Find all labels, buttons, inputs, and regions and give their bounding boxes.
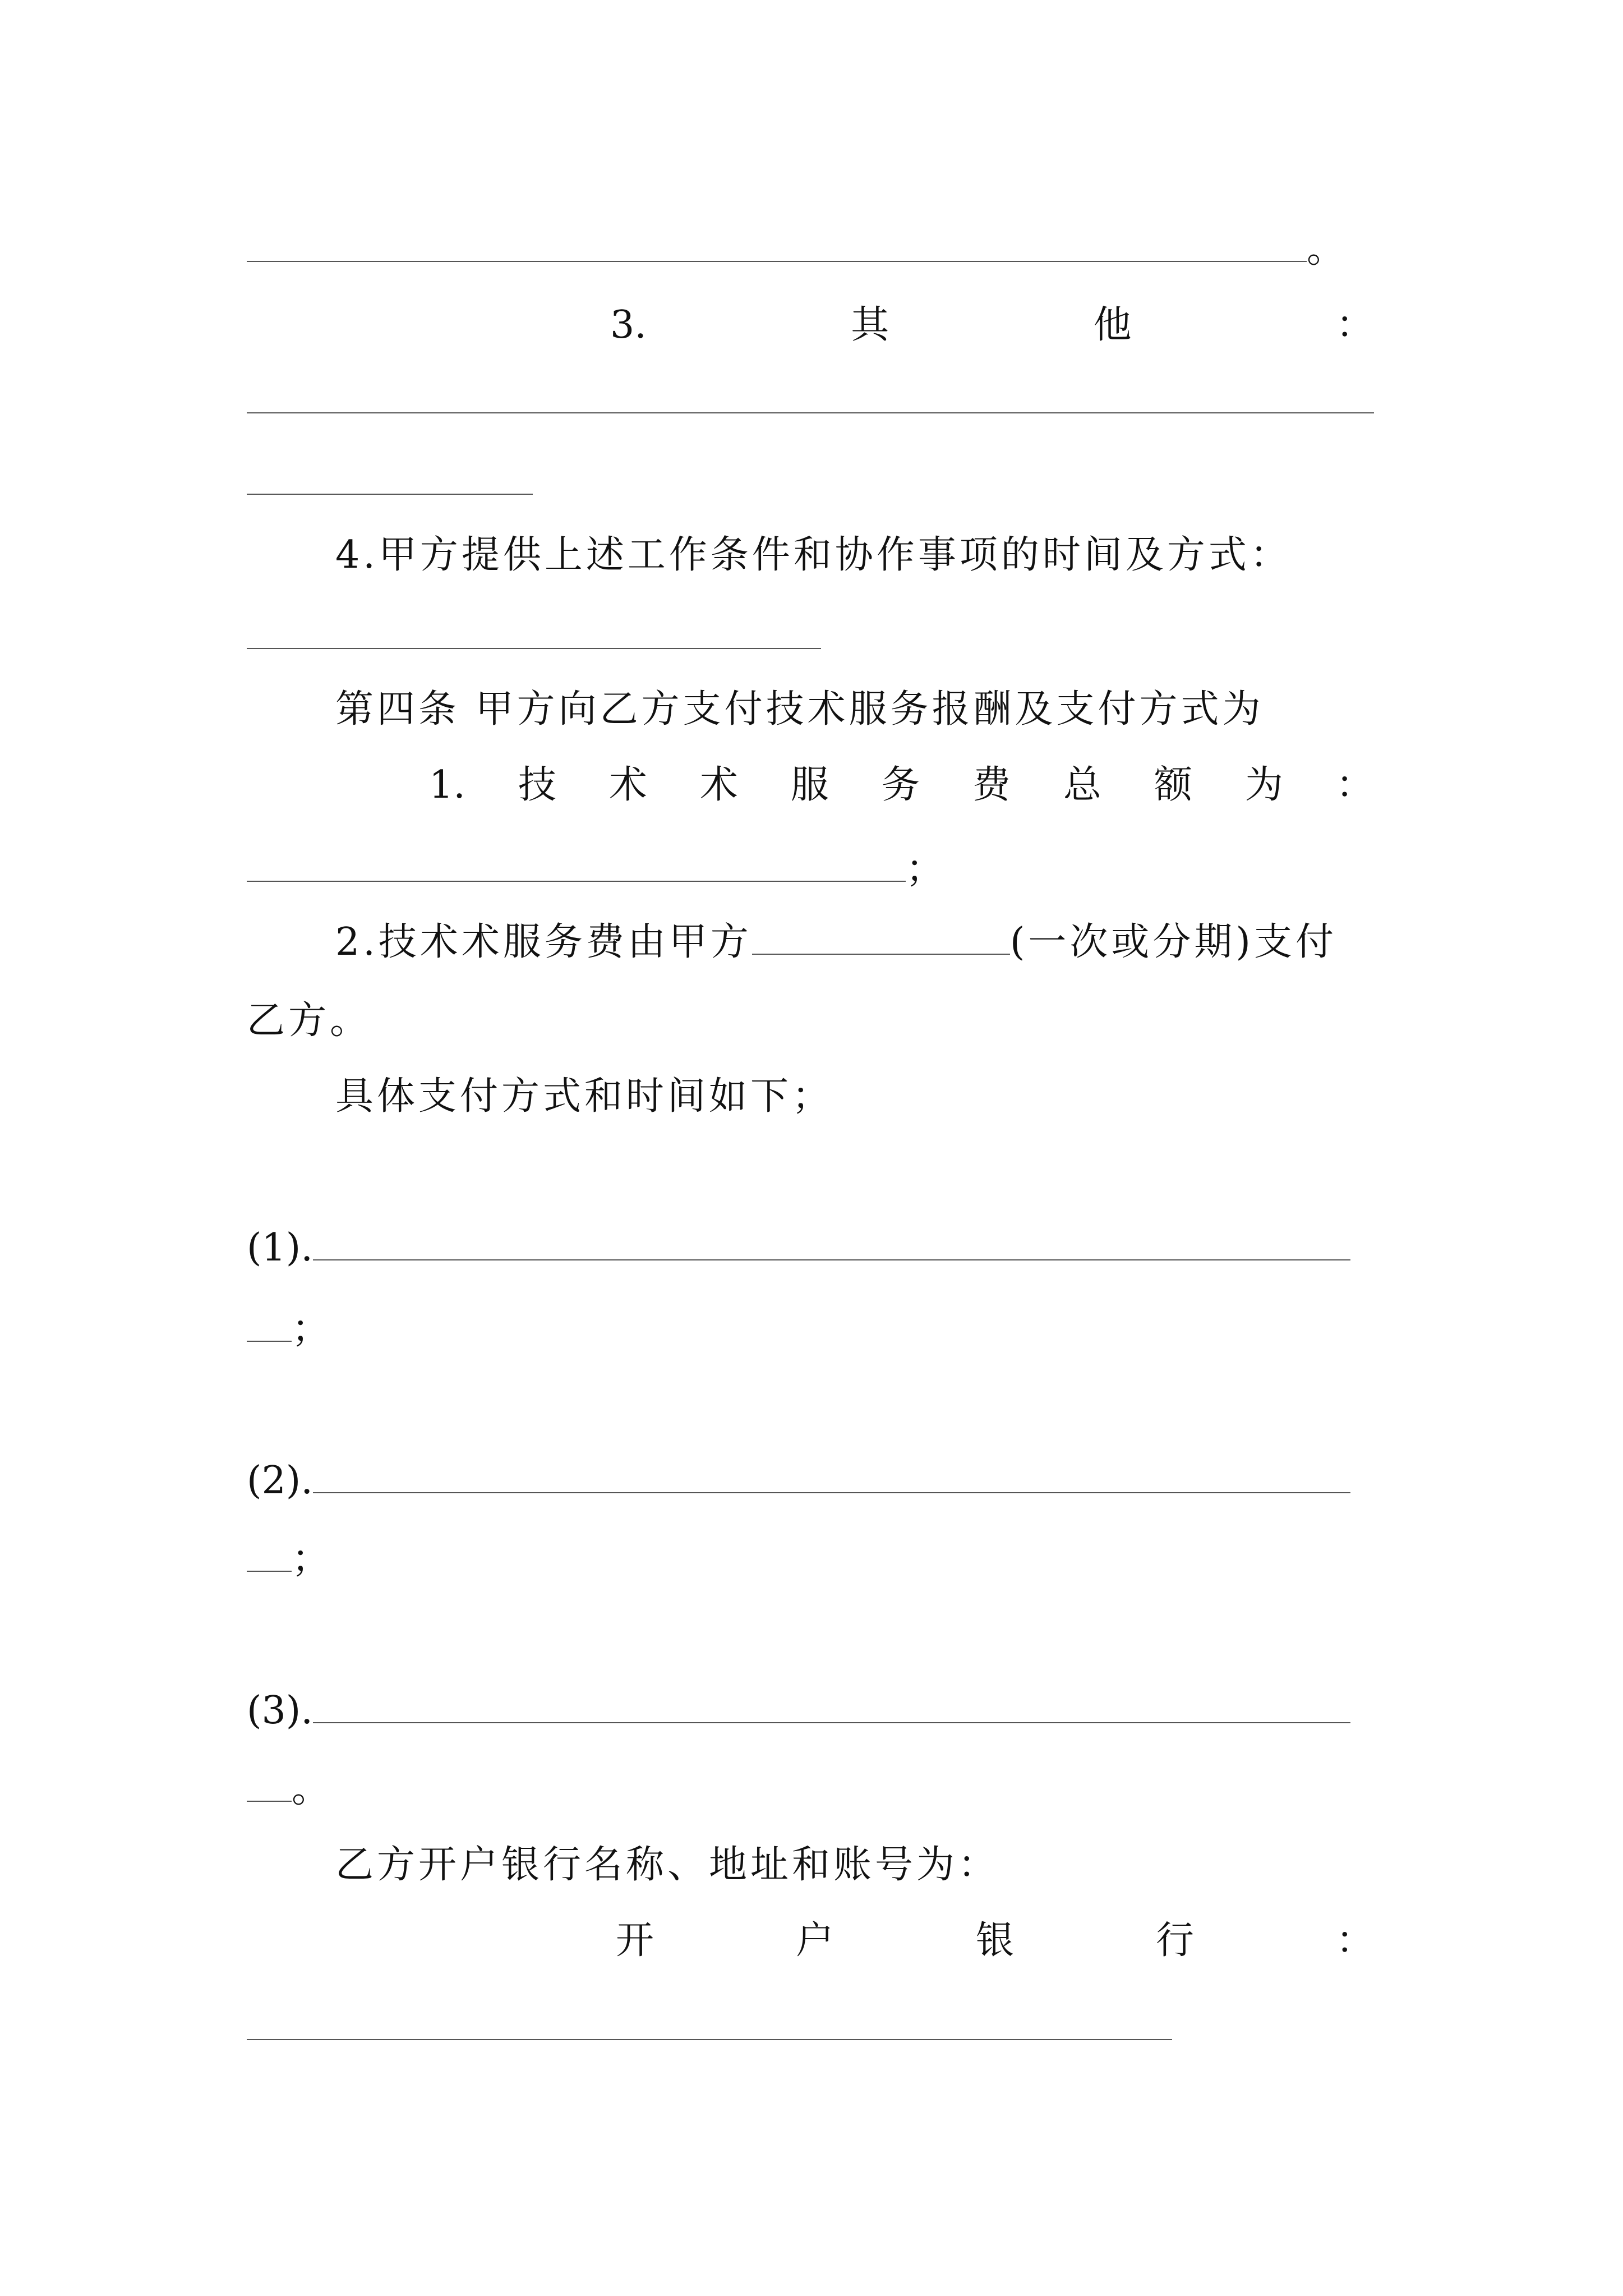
fill-blank xyxy=(247,412,1374,413)
pay-item-number: (3). xyxy=(247,1688,313,1733)
item-4-text: 4.甲方提供上述工作条件和协作事项的时间及方式： xyxy=(335,533,1292,577)
fee-total-char: 服 xyxy=(790,763,829,807)
semicolon: ； xyxy=(292,1307,330,1351)
fill-blank xyxy=(247,648,821,649)
fee-total-colon: ： xyxy=(1335,763,1374,807)
fill-blank xyxy=(247,2039,1172,2040)
fill-blank xyxy=(313,1460,1350,1493)
fee-total-number: 1. xyxy=(429,763,465,807)
fee-total-char: 为 xyxy=(1244,763,1283,807)
period: 。 xyxy=(292,1767,330,1811)
fee-total-char: 术 xyxy=(699,763,738,807)
pay-item-number: (2). xyxy=(247,1458,313,1503)
fill-blank xyxy=(752,921,1010,955)
fee-pay-prefix: 2.技术术服务费由甲方 xyxy=(335,920,752,964)
fill-blank xyxy=(313,1227,1350,1260)
pay-item-3 xyxy=(247,1686,1374,1736)
fee-total-char: 术 xyxy=(608,763,647,807)
bank-intro: 乙方开户银行名称、地址和账号为： xyxy=(335,1843,1000,1887)
fee-total-line xyxy=(429,760,1374,811)
bank-colon: ： xyxy=(1335,1918,1374,1963)
pay-detail-intro: 具体支付方式和时间如下； xyxy=(335,1074,834,1119)
fee-total-char: 费 xyxy=(972,763,1011,807)
fee-total-char: 总 xyxy=(1063,763,1101,807)
item-3-colon: ： xyxy=(1335,303,1374,347)
period: 。 xyxy=(1307,227,1345,272)
item-3-number: 3. xyxy=(610,303,647,347)
pay-item-2 xyxy=(247,1456,1374,1506)
fill-blank xyxy=(247,1768,292,1802)
semicolon: ； xyxy=(906,847,944,891)
fee-total-char: 额 xyxy=(1154,763,1192,807)
pay-item-1 xyxy=(247,1223,1374,1273)
blank-line-end xyxy=(247,224,1374,275)
fill-blank xyxy=(247,848,906,882)
fill-blank xyxy=(247,1538,292,1572)
article-4-heading: 第四条 甲方向乙方支付技术服务报酬及支付方式为 xyxy=(335,687,1264,731)
fee-pay-line xyxy=(335,917,1374,968)
fee-total-blank-line xyxy=(247,844,1374,895)
bank-char-4: 行 xyxy=(1155,1918,1194,1963)
fee-total-char: 务 xyxy=(881,763,920,807)
bank-char-2: 户 xyxy=(795,1918,834,1963)
fill-blank xyxy=(313,1690,1350,1723)
item-3-char-1: 其 xyxy=(851,303,889,347)
pay-item-number: (1). xyxy=(247,1226,313,1270)
pay-item-1-end xyxy=(247,1304,1374,1355)
semicolon: ； xyxy=(292,1537,330,1581)
item-3-char-2: 他 xyxy=(1093,303,1132,347)
item-3-other xyxy=(610,300,1374,351)
bank-char-1: 开 xyxy=(616,1918,654,1963)
fill-blank xyxy=(247,494,533,495)
bank-name-line xyxy=(616,1916,1374,1966)
fee-pay-suffix: (一次或分期)支付 xyxy=(1009,920,1337,964)
pay-item-2-end xyxy=(247,1534,1374,1585)
fee-total-char: 技 xyxy=(518,763,556,807)
fee-pay-continuation: 乙方。 xyxy=(247,999,372,1043)
pay-item-3-end xyxy=(247,1764,1374,1815)
fill-blank xyxy=(247,228,1307,262)
bank-char-3: 银 xyxy=(975,1918,1014,1963)
fill-blank xyxy=(247,1308,292,1342)
